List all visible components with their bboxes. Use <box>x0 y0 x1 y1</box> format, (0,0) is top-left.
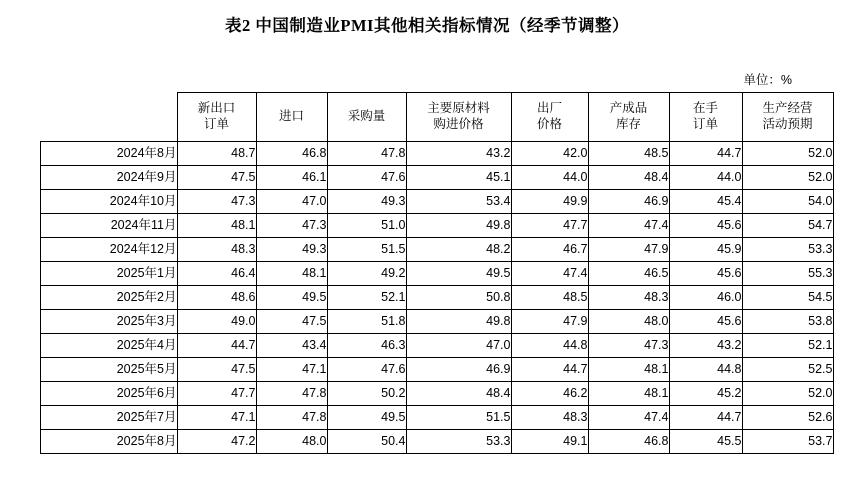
header-line-1: 产成品 <box>609 101 648 116</box>
cell-business-expectations: 54.5 <box>742 286 833 310</box>
cell-business-expectations: 52.0 <box>742 166 833 190</box>
cell-output-prices: 47.9 <box>511 310 588 334</box>
row-label: 2025年7月 <box>41 406 178 430</box>
header-cell-output-prices <box>511 93 588 142</box>
cell-imports: 48.1 <box>256 262 327 286</box>
cell-input-prices: 51.5 <box>406 406 511 430</box>
cell-new-export-orders: 48.1 <box>177 214 256 238</box>
cell-backlog-orders: 45.2 <box>669 382 742 406</box>
cell-new-export-orders: 48.7 <box>177 142 256 166</box>
cell-imports: 43.4 <box>256 334 327 358</box>
header-line-2: 订单 <box>203 117 229 131</box>
table-row <box>41 286 834 310</box>
header-cell-new-export-orders <box>177 93 256 142</box>
cell-new-export-orders: 47.5 <box>177 358 256 382</box>
cell-input-prices: 47.0 <box>406 334 511 358</box>
cell-imports: 47.8 <box>256 406 327 430</box>
row-label: 2024年11月 <box>41 214 178 238</box>
row-label: 2025年5月 <box>41 358 178 382</box>
header-line-1: 出厂 <box>536 101 562 116</box>
cell-backlog-orders: 44.7 <box>669 406 742 430</box>
cell-input-prices: 45.1 <box>406 166 511 190</box>
cell-imports: 47.5 <box>256 310 327 334</box>
cell-input-prices: 49.8 <box>406 310 511 334</box>
cell-backlog-orders: 45.9 <box>669 238 742 262</box>
header-line-1: 新出口 <box>197 101 236 116</box>
cell-purchase-volume: 51.5 <box>327 238 406 262</box>
cell-imports: 46.1 <box>256 166 327 190</box>
table-row <box>41 262 834 286</box>
header-line-2: 价格 <box>536 117 562 131</box>
cell-finished-goods-inventory: 46.8 <box>588 430 669 454</box>
cell-input-prices: 48.4 <box>406 382 511 406</box>
cell-output-prices: 48.5 <box>511 286 588 310</box>
cell-purchase-volume: 51.8 <box>327 310 406 334</box>
cell-new-export-orders: 48.6 <box>177 286 256 310</box>
cell-purchase-volume: 50.4 <box>327 430 406 454</box>
cell-output-prices: 44.7 <box>511 358 588 382</box>
cell-finished-goods-inventory: 46.5 <box>588 262 669 286</box>
header-line-2: 购进价格 <box>433 117 484 131</box>
cell-backlog-orders: 46.0 <box>669 286 742 310</box>
cell-input-prices: 53.4 <box>406 190 511 214</box>
cell-business-expectations: 52.1 <box>742 334 833 358</box>
table-row <box>41 214 834 238</box>
cell-new-export-orders: 48.3 <box>177 238 256 262</box>
cell-input-prices: 43.2 <box>406 142 511 166</box>
cell-business-expectations: 55.3 <box>742 262 833 286</box>
cell-output-prices: 46.7 <box>511 238 588 262</box>
cell-backlog-orders: 44.7 <box>669 142 742 166</box>
cell-new-export-orders: 47.5 <box>177 166 256 190</box>
header-line-2: 订单 <box>692 117 718 131</box>
row-label: 2024年10月 <box>41 190 178 214</box>
header-line-1: 在手 <box>692 101 718 116</box>
row-label: 2024年8月 <box>41 142 178 166</box>
cell-business-expectations: 54.0 <box>742 190 833 214</box>
header-row <box>41 93 834 142</box>
row-label: 2025年6月 <box>41 382 178 406</box>
cell-backlog-orders: 45.6 <box>669 262 742 286</box>
header-cell-backlog-orders <box>669 93 742 142</box>
table-row <box>41 142 834 166</box>
header-line-1: 进口 <box>278 109 304 124</box>
header-cell-input-prices <box>406 93 511 142</box>
cell-new-export-orders: 47.7 <box>177 382 256 406</box>
table-row <box>41 406 834 430</box>
header-line-1: 主要原材料 <box>427 101 490 116</box>
cell-input-prices: 49.5 <box>406 262 511 286</box>
cell-business-expectations: 52.0 <box>742 142 833 166</box>
cell-imports: 49.3 <box>256 238 327 262</box>
cell-imports: 47.8 <box>256 382 327 406</box>
cell-finished-goods-inventory: 47.9 <box>588 238 669 262</box>
cell-purchase-volume: 49.3 <box>327 190 406 214</box>
row-label: 2025年3月 <box>41 310 178 334</box>
cell-finished-goods-inventory: 47.4 <box>588 214 669 238</box>
cell-finished-goods-inventory: 47.4 <box>588 406 669 430</box>
pmi-table <box>40 92 834 454</box>
cell-finished-goods-inventory: 46.9 <box>588 190 669 214</box>
header-cell-business-expectations <box>742 93 833 142</box>
cell-input-prices: 48.2 <box>406 238 511 262</box>
cell-backlog-orders: 44.0 <box>669 166 742 190</box>
cell-backlog-orders: 45.5 <box>669 430 742 454</box>
cell-new-export-orders: 47.3 <box>177 190 256 214</box>
cell-purchase-volume: 49.2 <box>327 262 406 286</box>
cell-input-prices: 50.8 <box>406 286 511 310</box>
cell-output-prices: 44.8 <box>511 334 588 358</box>
cell-backlog-orders: 44.8 <box>669 358 742 382</box>
cell-backlog-orders: 45.4 <box>669 190 742 214</box>
cell-imports: 47.3 <box>256 214 327 238</box>
header-cell-corner <box>41 93 178 142</box>
cell-finished-goods-inventory: 48.3 <box>588 286 669 310</box>
cell-business-expectations: 53.8 <box>742 310 833 334</box>
header-line-1: 生产经营 <box>762 101 813 116</box>
cell-finished-goods-inventory: 48.4 <box>588 166 669 190</box>
cell-purchase-volume: 52.1 <box>327 286 406 310</box>
cell-purchase-volume: 46.3 <box>327 334 406 358</box>
table-row <box>41 190 834 214</box>
cell-imports: 48.0 <box>256 430 327 454</box>
header-cell-finished-goods-inventory <box>588 93 669 142</box>
cell-input-prices: 53.3 <box>406 430 511 454</box>
cell-output-prices: 49.1 <box>511 430 588 454</box>
table-container <box>0 92 854 454</box>
cell-purchase-volume: 51.0 <box>327 214 406 238</box>
cell-imports: 49.5 <box>256 286 327 310</box>
row-label: 2025年8月 <box>41 430 178 454</box>
cell-output-prices: 46.2 <box>511 382 588 406</box>
header-cell-purchase-volume <box>327 93 406 142</box>
cell-imports: 47.1 <box>256 358 327 382</box>
row-label: 2024年9月 <box>41 166 178 190</box>
table-row <box>41 382 834 406</box>
cell-backlog-orders: 45.6 <box>669 310 742 334</box>
row-label: 2025年2月 <box>41 286 178 310</box>
header-line-2: 活动预期 <box>762 117 813 131</box>
cell-purchase-volume: 50.2 <box>327 382 406 406</box>
cell-business-expectations: 53.7 <box>742 430 833 454</box>
unit-label: 单位：% <box>743 73 792 87</box>
document-page <box>0 12 854 479</box>
cell-finished-goods-inventory: 47.3 <box>588 334 669 358</box>
cell-finished-goods-inventory: 48.1 <box>588 382 669 406</box>
cell-backlog-orders: 45.6 <box>669 214 742 238</box>
cell-imports: 46.8 <box>256 142 327 166</box>
cell-output-prices: 49.9 <box>511 190 588 214</box>
header-line-1: 采购量 <box>347 109 386 124</box>
cell-finished-goods-inventory: 48.5 <box>588 142 669 166</box>
header-cell-imports <box>256 93 327 142</box>
page-title: 表2 中国制造业PMI其他相关指标情况（经季节调整） <box>225 16 629 35</box>
table-row <box>41 430 834 454</box>
table-row <box>41 358 834 382</box>
cell-new-export-orders: 49.0 <box>177 310 256 334</box>
cell-business-expectations: 52.6 <box>742 406 833 430</box>
cell-finished-goods-inventory: 48.1 <box>588 358 669 382</box>
cell-new-export-orders: 46.4 <box>177 262 256 286</box>
cell-new-export-orders: 47.2 <box>177 430 256 454</box>
cell-business-expectations: 54.7 <box>742 214 833 238</box>
cell-new-export-orders: 47.1 <box>177 406 256 430</box>
cell-output-prices: 42.0 <box>511 142 588 166</box>
table-row <box>41 310 834 334</box>
cell-purchase-volume: 49.5 <box>327 406 406 430</box>
cell-output-prices: 48.3 <box>511 406 588 430</box>
table-row <box>41 166 834 190</box>
cell-imports: 47.0 <box>256 190 327 214</box>
row-label: 2025年4月 <box>41 334 178 358</box>
cell-output-prices: 44.0 <box>511 166 588 190</box>
cell-new-export-orders: 44.7 <box>177 334 256 358</box>
row-label: 2024年12月 <box>41 238 178 262</box>
table-row <box>41 238 834 262</box>
cell-purchase-volume: 47.8 <box>327 142 406 166</box>
cell-input-prices: 46.9 <box>406 358 511 382</box>
cell-business-expectations: 52.5 <box>742 358 833 382</box>
table-header <box>41 93 834 142</box>
cell-purchase-volume: 47.6 <box>327 358 406 382</box>
table-row <box>41 334 834 358</box>
cell-input-prices: 49.8 <box>406 214 511 238</box>
cell-output-prices: 47.7 <box>511 214 588 238</box>
header-line-2: 库存 <box>615 117 641 131</box>
cell-business-expectations: 53.3 <box>742 238 833 262</box>
cell-purchase-volume: 47.6 <box>327 166 406 190</box>
cell-backlog-orders: 43.2 <box>669 334 742 358</box>
row-label: 2025年1月 <box>41 262 178 286</box>
cell-business-expectations: 52.0 <box>742 382 833 406</box>
cell-output-prices: 47.4 <box>511 262 588 286</box>
table-body <box>41 142 834 454</box>
cell-finished-goods-inventory: 48.0 <box>588 310 669 334</box>
